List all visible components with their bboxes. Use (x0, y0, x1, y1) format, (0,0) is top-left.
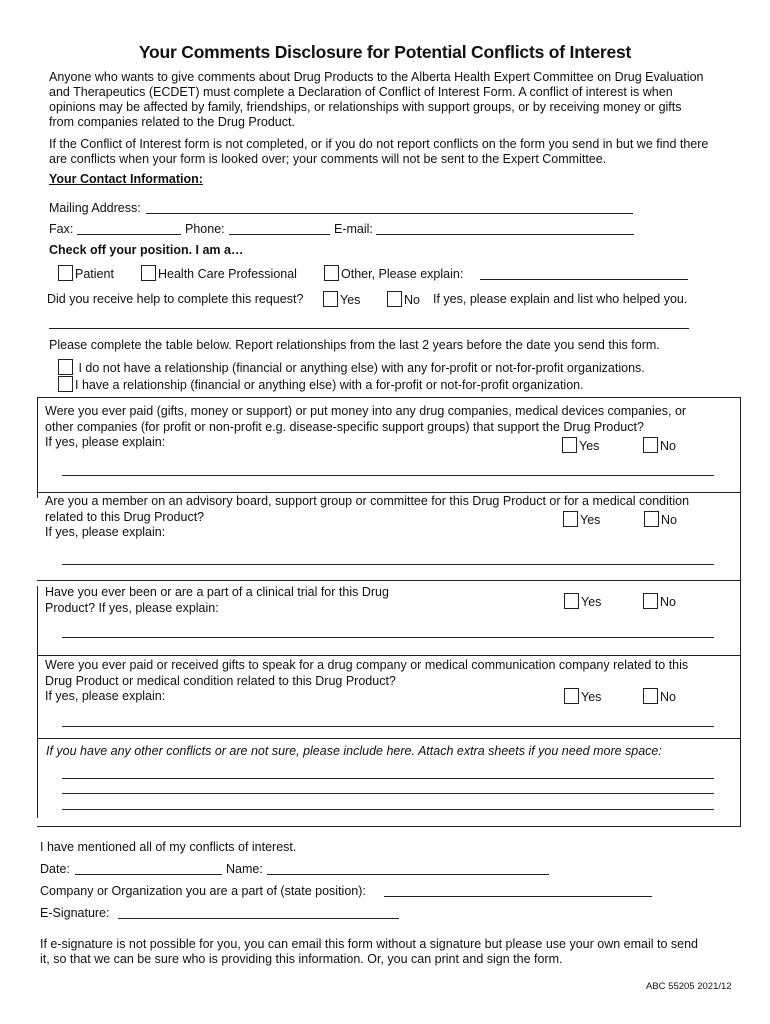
email-label: E-mail: (334, 222, 373, 236)
patient-checkbox[interactable] (58, 265, 73, 281)
phone-field[interactable] (229, 234, 330, 235)
q1-yes-label: Yes (579, 439, 600, 453)
form-code: ABC 55205 2021/12 (646, 981, 732, 992)
help-question (47, 292, 303, 306)
q1-yes-option[interactable] (562, 437, 599, 453)
table-divider (37, 580, 741, 581)
table-frame-left-top (37, 397, 38, 498)
q2-no-option[interactable] (644, 511, 677, 527)
conflicts-mentioned-statement: I have mentioned all of my conflicts of interest. (40, 840, 297, 854)
question-1-line-2: other companies (for profit or non-profit e.g. disease-specific support groups) that support the Drug Product? (45, 419, 644, 434)
help-yes-checkbox[interactable] (323, 291, 338, 307)
q4-yes-option[interactable] (564, 688, 601, 704)
q3-no-checkbox[interactable] (643, 593, 658, 609)
help-explain-field[interactable] (49, 328, 689, 329)
q2-explain-field[interactable] (62, 564, 714, 565)
help-no-checkbox[interactable] (387, 291, 402, 307)
question-4-line-3: If yes, please explain: (45, 689, 166, 703)
question-2-line-1: Are you a member on an advisory board, support group or committee for this Drug Product or for a medical condition (45, 494, 690, 508)
q4-no-checkbox[interactable] (643, 688, 658, 704)
q2-yes-option[interactable] (563, 511, 600, 527)
question-3-line-2: Product? If yes, please explain: (45, 600, 219, 615)
table-frame-left-bottom (37, 586, 38, 818)
table-frame-right (740, 397, 741, 826)
company-field[interactable] (384, 896, 652, 897)
question-3 (45, 585, 735, 616)
question-4 (45, 658, 735, 705)
q3-yes-checkbox[interactable] (564, 593, 579, 609)
help-yes-option[interactable] (323, 291, 360, 307)
q4-yes-checkbox[interactable] (564, 688, 579, 704)
q2-yes-label: Yes (580, 513, 601, 527)
other-checkbox[interactable] (324, 265, 339, 281)
q4-no-label: No (660, 690, 676, 704)
hcp-checkbox[interactable] (141, 265, 156, 281)
other-label: Other, Please explain: (341, 267, 464, 281)
name-field[interactable] (267, 874, 549, 875)
other-conflicts-field-3[interactable] (62, 809, 714, 810)
esignature-label: E-Signature: (40, 906, 110, 920)
has-relationship-checkbox[interactable] (58, 376, 73, 392)
date-label: Date: (40, 862, 70, 876)
mailing-address-field[interactable] (146, 213, 633, 214)
email-field[interactable] (376, 234, 634, 235)
esignature-note: If e-signature is not possible for you, you can email this form without a signature but please use your own email to send it, so that we can be sure who is providing this information. Or, you can print and sign the form. (40, 937, 698, 966)
company-label: Company or Organization you are a part of (state position): (40, 884, 366, 898)
q4-no-option[interactable] (643, 688, 676, 704)
esignature-field[interactable] (118, 918, 399, 919)
q3-yes-option[interactable] (564, 593, 601, 609)
help-no-option[interactable] (387, 291, 420, 307)
question-4-line-1: Were you ever paid or received gifts to speak for a drug company or medical communication company related to this (45, 658, 689, 672)
table-divider (37, 655, 741, 656)
q1-no-option[interactable] (643, 437, 676, 453)
no-relationship-option[interactable] (58, 359, 645, 375)
other-conflicts-field-2[interactable] (62, 793, 714, 794)
contact-heading: Your Contact Information: (49, 172, 203, 186)
q3-no-label: No (660, 595, 676, 609)
table-divider (37, 397, 741, 398)
question-1 (45, 404, 735, 451)
hcp-label: Health Care Professional (158, 267, 297, 281)
question-1-line-3: If yes, please explain: (45, 435, 166, 449)
question-1-line-1: Were you ever paid (gifts, money or support) or put money into any drug companies, medical devices companies, or (45, 404, 687, 418)
q2-yes-checkbox[interactable] (563, 511, 578, 527)
position-patient-option[interactable] (58, 265, 114, 281)
question-3-line-1: Have you ever been or are a part of a clinical trial for this Drug (45, 585, 389, 599)
other-conflicts-field-1[interactable] (62, 778, 714, 779)
help-question-text: Did you receive help to complete this request? (47, 292, 304, 306)
phone-label: Phone: (185, 222, 225, 236)
q3-yes-label: Yes (581, 595, 602, 609)
other-explain-field[interactable] (480, 279, 688, 280)
q4-yes-label: Yes (581, 690, 602, 704)
position-heading: Check off your position. I am a… (49, 243, 244, 257)
other-conflicts-prompt: If you have any other conflicts or are not sure, please include here. Attach extra sheets if you need more space: (46, 744, 662, 758)
position-hcp-option[interactable] (141, 265, 297, 281)
date-field[interactable] (75, 874, 222, 875)
form-title: Your Comments Disclosure for Potential Conflicts of Interest (138, 42, 632, 62)
table-divider (37, 826, 741, 827)
question-2-line-3: If yes, please explain: (45, 525, 166, 539)
patient-label: Patient (75, 267, 114, 281)
q1-no-checkbox[interactable] (643, 437, 658, 453)
intro-paragraph: Anyone who wants to give comments about Drug Products to the Alberta Health Expert Committee on Drug Evaluation and Therapeutics (ECDET) must complete a Declaration of Conflict of Interest Form. A conflict of interest is when opinions may be affected by family, friendships, or relationships with support groups, or by receiving money or gifts from companies related to the Drug Product. (49, 70, 704, 129)
warning-paragraph: If the Conflict of Interest form is not completed, or if you do not report conflicts on the form you send in but we find there are conflicts when your form is looked over; your comments will not be sent to the Expert Committee. (49, 137, 709, 166)
no-relationship-label: I do not have a relationship (financial or anything else) with any for-profit or not-for-profit organizations. (78, 361, 645, 375)
fax-label: Fax: (49, 222, 74, 236)
table-divider (37, 492, 741, 493)
question-4-line-2: Drug Product or medical condition related to this Drug Product? (45, 673, 396, 688)
q1-no-label: No (660, 439, 676, 453)
has-relationship-label: I have a relationship (financial or anything else) with a for-profit or not-for-profit organization. (75, 378, 584, 392)
has-relationship-option[interactable] (58, 376, 584, 392)
q3-explain-field[interactable] (62, 637, 714, 638)
position-other-option[interactable] (324, 265, 463, 281)
question-2-line-2: related to this Drug Product? (45, 509, 205, 524)
question-2 (45, 494, 735, 541)
q1-explain-field[interactable] (62, 475, 714, 476)
q4-explain-field[interactable] (62, 726, 714, 727)
help-no-label: No (404, 293, 420, 307)
q1-yes-checkbox[interactable] (562, 437, 577, 453)
relationships-instruction: Please complete the table below. Report relationships from the last 2 years before the date you send this form. (49, 338, 660, 352)
q2-no-label: No (661, 513, 677, 527)
fax-field[interactable] (77, 234, 181, 235)
q3-no-option[interactable] (643, 593, 676, 609)
q2-no-checkbox[interactable] (644, 511, 659, 527)
mailing-address-label: Mailing Address: (49, 201, 141, 215)
help-explain-text: If yes, please explain and list who helped you. (433, 292, 688, 306)
no-relationship-checkbox[interactable] (58, 359, 73, 375)
name-label: Name: (226, 862, 263, 876)
help-yes-label: Yes (340, 293, 361, 307)
table-divider (37, 738, 741, 739)
